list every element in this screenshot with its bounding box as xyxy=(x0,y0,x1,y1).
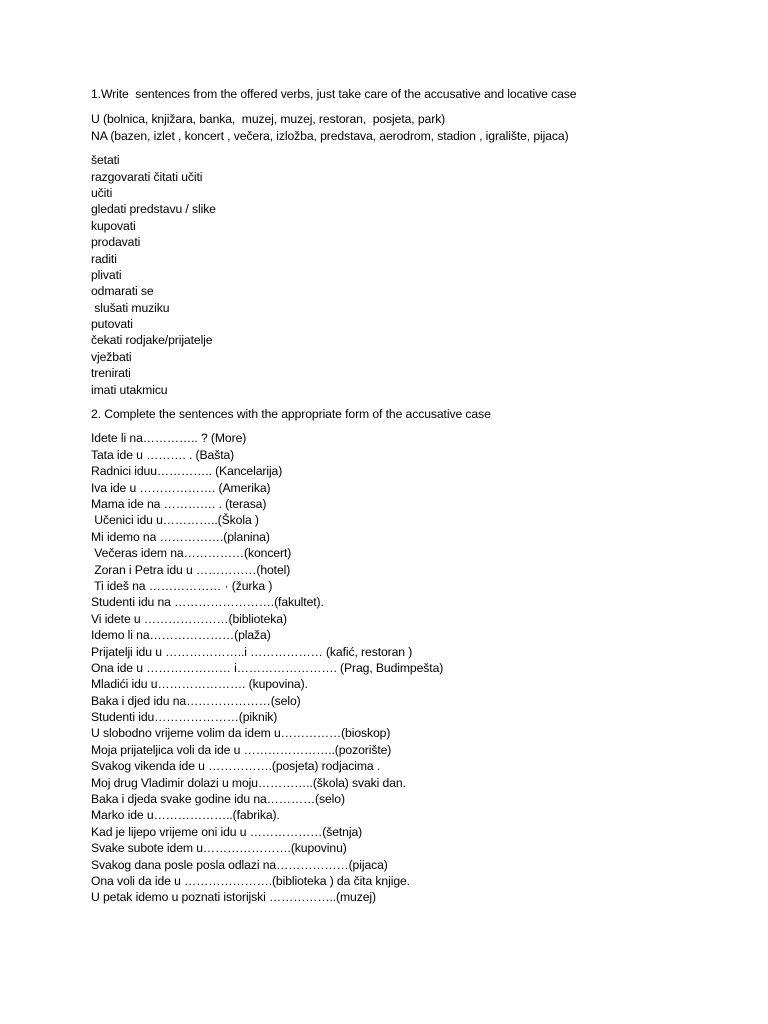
spacer xyxy=(91,422,751,430)
exercise-sentence: Svakog dana posle posla odlazi na………………(pijaca) xyxy=(91,857,388,872)
exercise-sentence: Vi idete u …………………(biblioteka) xyxy=(91,611,287,626)
verb-item: slušati muziku xyxy=(91,300,170,315)
exercise-sentence: Idete li na………….. ? (More) xyxy=(91,431,247,446)
verb-item: plivati xyxy=(91,267,122,282)
exercise-sentence: Tata ide u ………. . (Bašta) xyxy=(91,447,235,462)
verb-item: odmarati se xyxy=(91,284,154,299)
exercise-sentence: Mama ide na …………. . (terasa) xyxy=(91,496,267,511)
verb-item: raditi xyxy=(91,251,117,266)
task1-heading: 1.Write sentences from the offered verbs, just take care of the accusative and locative case xyxy=(91,87,577,101)
exercise-sentence: U petak idemo u poznati istorijski ……………..(muzej) xyxy=(91,890,376,905)
exercise-sentence: Studenti idu…………………(piknik) xyxy=(91,710,278,725)
preposition-u-line: U (bolnica, knjižara, banka, muzej, muzej, restoran, posjeta, park) xyxy=(91,112,446,127)
preposition-na-line: NA (bazen, izlet , koncert , večera, izložba, predstava, aerodrom, stadion , igralište, pijaca) xyxy=(91,128,569,143)
exercise-sentence: Baka i djed idu na…………………(selo) xyxy=(91,693,301,708)
exercise-sentence: Mladići idu u…………………. (kupovina). xyxy=(91,677,308,692)
exercise-sentence: Zoran i Petra idu u ……………(hotel) xyxy=(91,562,291,577)
exercise-sentence: Ti ideš na ……………… · (žurka ) xyxy=(91,578,273,593)
exercise-sentence: Svakog vikenda ide u …………….(posjeta) rodjacima . xyxy=(91,759,381,774)
task2-heading: 2. Complete the sentences with the appropriate form of the accusative case xyxy=(91,407,491,422)
verb-item: trenirati xyxy=(91,366,131,381)
verb-item: vježbati xyxy=(91,349,132,364)
exercise-sentence: Moj drug Vladimir dolazi u moju…………..(škola) svaki dan. xyxy=(91,775,406,790)
verb-item: prodavati xyxy=(91,235,141,250)
exercise-sentence: Svake subote idem u………………….(kupovinu) xyxy=(91,841,347,856)
exercise-sentence: Ona ide u ………………… i……………………. (Prag, Budimpešta) xyxy=(91,660,444,675)
exercise-sentence: U slobodno vrijeme volim da idem u……………(bioskop) xyxy=(91,726,391,741)
exercise-sentence: Radnici iduu………….. (Kancelarija) xyxy=(91,464,283,479)
spacer xyxy=(91,398,751,406)
exercise-sentence: Mi idemo na …………….(planina) xyxy=(91,529,270,544)
spacer xyxy=(91,144,751,152)
verb-item: kupovati xyxy=(91,218,136,233)
exercise-sentence: Marko ide u………………..(fabrika). xyxy=(91,808,280,823)
verb-item: putovati xyxy=(91,317,133,332)
exercise-sentence: Večeras idem na……………(koncert) xyxy=(91,546,292,561)
verb-item: razgovarati čitati učiti xyxy=(91,169,203,184)
exercise-sentence: Prijatelji idu u ………………..i ……………… (kafić, restoran ) xyxy=(91,644,413,659)
verb-item: čekati rodjake/prijatelje xyxy=(91,333,213,348)
spacer xyxy=(91,102,751,111)
exercise-sentence: Iva ide u ………………. (Amerika) xyxy=(91,480,271,495)
exercise-sentence: Kad je lijepo vrijeme oni idu u ………………(šetnja) xyxy=(91,824,363,839)
verb-list xyxy=(91,152,751,398)
exercise-sentence: Baka i djeda svake godine idu na…………(selo) xyxy=(91,792,345,807)
exercise-sentence: Idemo li na…………………(plaža) xyxy=(91,628,271,643)
exercise-sentence: Moja prijateljica voli da ide u …………………..(pozorište) xyxy=(91,742,392,757)
worksheet-page xyxy=(91,86,751,906)
verb-item: imati utakmicu xyxy=(91,382,168,397)
verb-item: gledati predstavu / slike xyxy=(91,202,216,217)
exercise-sentence: Studenti idu na …………………….(fakultet). xyxy=(91,595,324,610)
verb-item: šetati xyxy=(91,153,120,168)
sentence-list xyxy=(91,430,751,905)
exercise-sentence: Ona voli da ide u ………………….(biblioteka ) da čita knjige. xyxy=(91,873,410,888)
verb-item: učiti xyxy=(91,185,113,200)
exercise-sentence: Učenici idu u…………..(Škola ) xyxy=(91,513,259,528)
